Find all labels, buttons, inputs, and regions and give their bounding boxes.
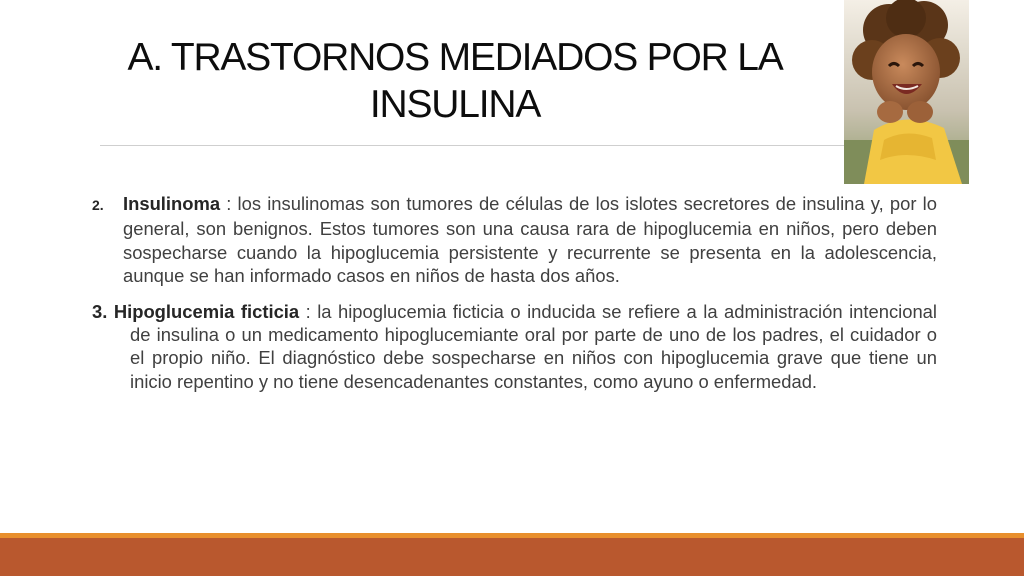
list-item <box>92 192 937 288</box>
slide-body <box>92 192 937 405</box>
slide-title: A. TRASTORNOS MEDIADOS POR LA INSULINA <box>127 36 783 126</box>
list-text: : la hipoglucemia ficticia o inducida se refiere a la administración intencional de insulina o un medicamento hipoglucemiante oral por parte de uno de los padres, el cuidador o el propio niño. El diagnóstico debe sospecharse en niños con hipoglucemia grave que tiene un inicio repentino y no tiene desencadenantes constantes, como ayuno o enfermedad. <box>130 300 937 392</box>
list-text: : los insulinomas son tumores de células de los islotes secretores de insulina y, por lo general, son benignos. Estos tumores son una causa rara de hipoglucemia en niños, pero deben sospecharse cuando la hipoglucemia persistente y recurrente se presenta en la adolescencia, aunque se han informado casos en niños de hasta dos años. <box>123 193 937 287</box>
list-item <box>92 300 937 394</box>
baby-photo <box>844 0 969 184</box>
footer-bar <box>0 538 1024 576</box>
list-term: Insulinoma <box>123 193 221 214</box>
list-number: 3. <box>92 300 108 322</box>
list-term: Hipoglucemia ficticia <box>113 300 300 322</box>
list-number: 2. <box>92 197 104 213</box>
title-divider <box>100 145 845 146</box>
